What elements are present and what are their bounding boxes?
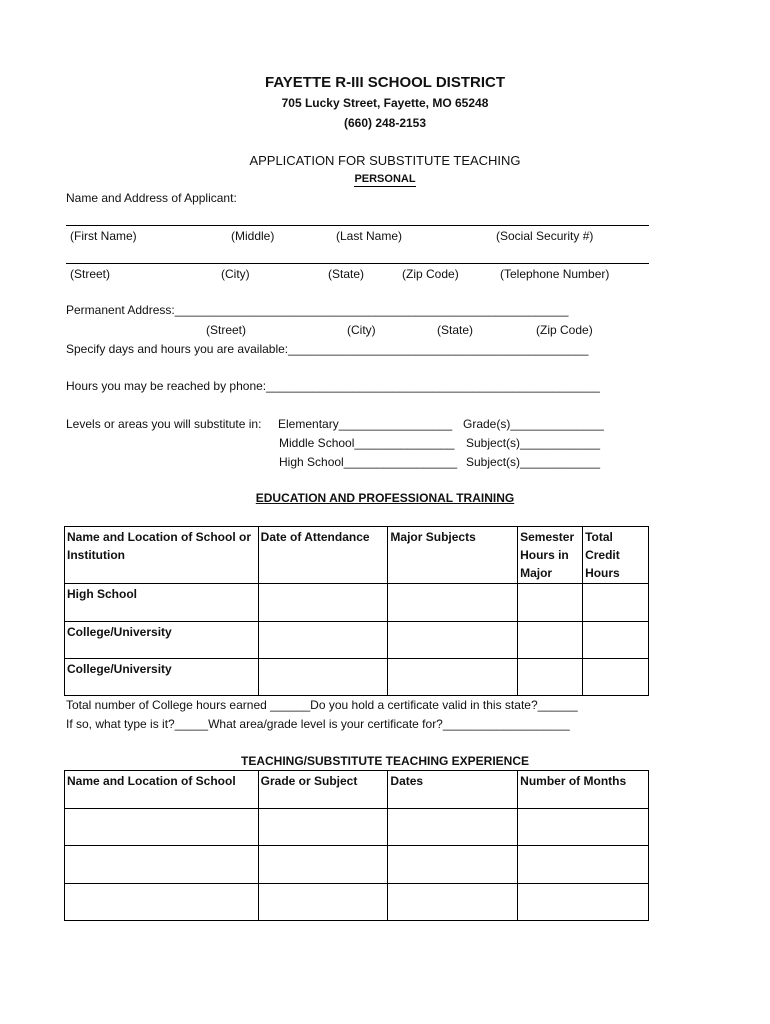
col-months: Number of Months xyxy=(518,771,649,809)
experience-table xyxy=(64,770,649,921)
middle-label: (Middle) xyxy=(231,229,275,243)
street-label: (Street) xyxy=(70,267,111,281)
table-row[interactable] xyxy=(65,622,649,659)
phone-hours-field[interactable]: Hours you may be reached by phone:__________________________________________________ xyxy=(66,379,600,393)
cell[interactable] xyxy=(388,884,518,921)
cell[interactable] xyxy=(65,809,259,846)
grades-field[interactable]: Grade(s)______________ xyxy=(463,417,604,431)
cell[interactable] xyxy=(388,659,518,696)
section-personal-label: PERSONAL xyxy=(354,173,416,185)
district-title: FAYETTE R-III SCHOOL DISTRICT xyxy=(264,74,506,91)
experience-title: TEACHING/SUBSTITUTE TEACHING EXPERIENCE xyxy=(240,754,530,768)
days-hours-field[interactable]: Specify days and hours you are available:_____________________________________________ xyxy=(66,342,589,356)
cell[interactable] xyxy=(518,622,583,659)
table-row[interactable] xyxy=(65,659,649,696)
education-header-row xyxy=(65,527,649,584)
cell[interactable] xyxy=(518,846,649,884)
city-label: (City) xyxy=(221,267,250,281)
cell[interactable] xyxy=(518,584,583,622)
high-subjects-field[interactable]: Subject(s)____________ xyxy=(466,455,601,469)
cell[interactable] xyxy=(518,809,649,846)
perm-zip-label: (Zip Code) xyxy=(536,323,593,337)
row-label: High School xyxy=(65,584,259,622)
telephone-label: (Telephone Number) xyxy=(500,267,610,281)
col-dates: Dates xyxy=(388,771,518,809)
col-credit-hours: Total Credit Hours xyxy=(583,527,649,584)
cell[interactable] xyxy=(65,884,259,921)
level-high-field[interactable]: High School_________________ xyxy=(279,455,458,469)
cell[interactable] xyxy=(388,622,518,659)
name-line[interactable] xyxy=(66,225,649,226)
cell[interactable] xyxy=(583,622,649,659)
cell[interactable] xyxy=(258,809,388,846)
cell[interactable] xyxy=(518,884,649,921)
cell[interactable] xyxy=(388,584,518,622)
cell[interactable] xyxy=(388,809,518,846)
state-label: (State) xyxy=(328,267,365,281)
row-label: College/University xyxy=(65,659,259,696)
cell[interactable] xyxy=(388,846,518,884)
cell[interactable] xyxy=(258,659,388,696)
cell[interactable] xyxy=(258,622,388,659)
col-semester-hours: Semester Hours in Major xyxy=(518,527,583,584)
last-name-label: (Last Name) xyxy=(336,229,403,243)
cell[interactable] xyxy=(583,659,649,696)
levels-label: Levels or areas you will substitute in: xyxy=(66,417,262,431)
zip-label: (Zip Code) xyxy=(402,267,459,281)
cell[interactable] xyxy=(518,659,583,696)
cell[interactable] xyxy=(258,884,388,921)
col-attendance: Date of Attendance xyxy=(258,527,388,584)
table-row[interactable] xyxy=(65,809,649,846)
middle-subjects-field[interactable]: Subject(s)____________ xyxy=(466,436,601,450)
col-school: Name and Location of School or Institution xyxy=(65,527,259,584)
education-title xyxy=(0,491,770,505)
perm-street-label: (Street) xyxy=(206,323,247,337)
col-major: Major Subjects xyxy=(388,527,518,584)
district-address: 705 Lucky Street, Fayette, MO 65248 xyxy=(281,96,489,110)
col-grade-subject: Grade or Subject xyxy=(258,771,388,809)
form-title: APPLICATION FOR SUBSTITUTE TEACHING xyxy=(249,153,521,168)
certificate-type-field[interactable]: If so, what type is it?_____What area/grade level is your certificate for?___________________ xyxy=(66,717,570,731)
total-hours-field[interactable]: Total number of College hours earned ______Do you hold a certificate valid in this state?______ xyxy=(66,698,578,712)
perm-state-label: (State) xyxy=(437,323,474,337)
level-elementary-field[interactable]: Elementary_________________ xyxy=(278,417,453,431)
col-school: Name and Location of School xyxy=(65,771,259,809)
cell[interactable] xyxy=(65,846,259,884)
cell[interactable] xyxy=(258,846,388,884)
first-name-label: (First Name) xyxy=(70,229,137,243)
perm-city-label: (City) xyxy=(347,323,376,337)
experience-header-row xyxy=(65,771,649,809)
district-phone: (660) 248-2153 xyxy=(343,116,427,130)
level-middle-field[interactable]: Middle School_______________ xyxy=(279,436,455,450)
permanent-address-field[interactable]: Permanent Address:___________________________________________________________ xyxy=(66,303,569,317)
education-table xyxy=(64,526,649,696)
cell[interactable] xyxy=(258,584,388,622)
address-line[interactable] xyxy=(66,263,649,264)
name-address-label: Name and Address of Applicant: xyxy=(66,191,237,205)
education-title-label: EDUCATION AND PROFESSIONAL TRAINING xyxy=(255,491,515,505)
row-label: College/University xyxy=(65,622,259,659)
ssn-label: (Social Security #) xyxy=(496,229,594,243)
table-row[interactable] xyxy=(65,846,649,884)
section-personal xyxy=(0,173,770,185)
table-row[interactable] xyxy=(65,884,649,921)
cell[interactable] xyxy=(583,584,649,622)
table-row[interactable] xyxy=(65,584,649,622)
